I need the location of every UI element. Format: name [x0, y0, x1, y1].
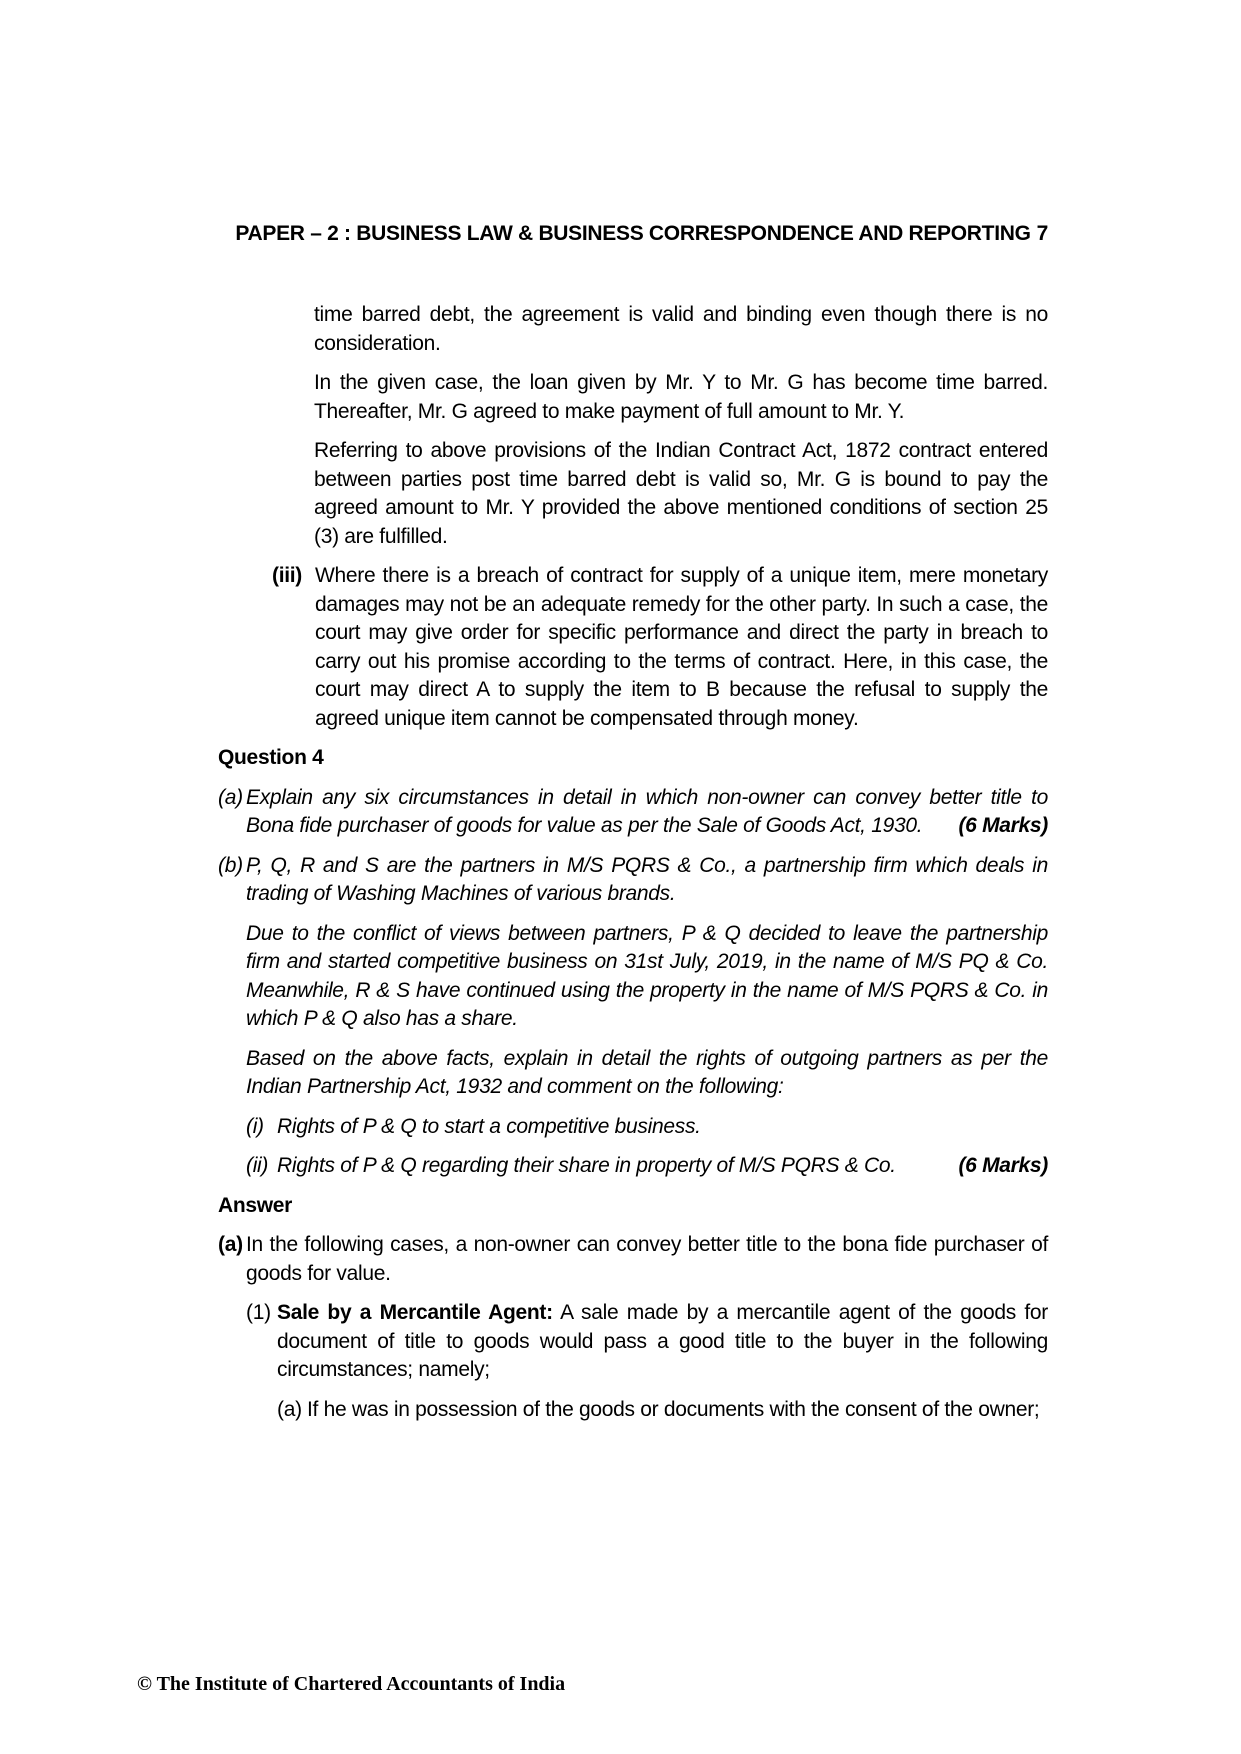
question4-item-b	[218, 852, 1048, 1181]
item-a-marker: (a)	[218, 785, 243, 809]
page-header	[218, 220, 1048, 249]
item-a-line1: Explain any six circumstances in detail in which non-owner can convey better title to	[246, 785, 1048, 809]
item-iii-marker: (iii)	[272, 564, 302, 587]
sub-ii-marks: (6 Marks)	[958, 1154, 1048, 1177]
item-iii-text: Where there is a breach of contract for supply of a unique item, mere monetary damages may not be an adequate remedy for the other party. In such a case, the court may give order for specific performance and direct the party in breach to carry out his promise according to the terms of contract. Here, in this case, the court may direct A to supply the item to B because the refusal to supply the agreed unique item cannot be compensated through money.	[315, 564, 1048, 730]
answer-point-1	[246, 1299, 1048, 1424]
document-body	[218, 301, 1048, 1435]
item-b-paragraph-3: Based on the above facts, explain in detail the rights of outgoing partners as per the Indian Partnership Act, 1932 and comment on the following:	[246, 1046, 1048, 1098]
answer-heading: Answer	[218, 1193, 293, 1217]
q3-case-paragraph: In the given case, the loan given by Mr. Y to Mr. G has become time barred. Thereafter, Mr. G agreed to make payment of full amount to Mr. Y.	[314, 371, 1048, 423]
q3-item-iii	[218, 562, 1048, 733]
item-a-line2-row	[246, 812, 1048, 841]
point-1-text	[277, 1299, 1048, 1385]
point-1-sub-a-text: If he was in possession of the goods or documents with the consent of the owner;	[307, 1397, 1040, 1421]
answer-a-marker: (a)	[218, 1233, 243, 1256]
sub-i-marker: (i)	[246, 1114, 264, 1138]
q3-continuation-paragraph: time barred debt, the agreement is valid and binding even though there is no consideration.	[314, 303, 1048, 355]
item-b-paragraph-1: P, Q, R and S are the partners in M/S PQRS & Co., a partnership firm which deals in trading of Washing Machines of various brands.	[246, 853, 1048, 905]
item-b-sub-ii	[246, 1152, 1048, 1181]
item-a-line2: Bona fide purchaser of goods for value as per the Sale of Goods Act, 1930.	[246, 814, 923, 837]
point-1-sub-a	[277, 1396, 1048, 1425]
sub-ii-marker: (ii)	[246, 1154, 269, 1177]
footer-copyright: © The Institute of Chartered Accountants of India	[137, 1673, 566, 1695]
point-1-sub-a-marker: (a)	[277, 1397, 302, 1421]
point-1-marker: (1)	[246, 1301, 271, 1324]
sub-ii-text: Rights of P & Q regarding their share in property of M/S PQRS & Co.	[277, 1154, 896, 1177]
point-1-body: A sale made by a mercantile agent of the goods for document of title to goods would pass a good title to the buyer in the following circumstances; namely;	[277, 1301, 1048, 1381]
point-1-lead: Sale by a Mercantile Agent:	[277, 1301, 553, 1324]
question4-heading: Question 4	[218, 746, 324, 769]
item-b-paragraph-2: Due to the conflict of views between partners, P & Q decided to leave the partnership firm and started competitive business on 31st July, 2019, in the name of M/S PQ & Co. Meanwhile, R & S have continued using the property in the name of M/S PQRS & Co. in which P & Q also has a share.	[246, 921, 1048, 1030]
item-b-marker: (b)	[218, 853, 243, 877]
item-b-sub-i	[246, 1113, 1048, 1142]
answer-a-intro: In the following cases, a non-owner can convey better title to the bona fide purchaser of goods for value.	[246, 1233, 1048, 1285]
answer-item-a	[218, 1231, 1048, 1424]
page-header-title: PAPER – 2 : BUSINESS LAW & BUSINESS CORRESPONDENCE AND REPORTING	[235, 222, 1031, 245]
sub-i-text: Rights of P & Q to start a competitive business.	[277, 1114, 701, 1138]
sub-ii-row	[277, 1152, 1048, 1181]
item-a-marks: (6 Marks)	[958, 814, 1048, 837]
q3-conclusion-paragraph: Referring to above provisions of the Indian Contract Act, 1872 contract entered between parties post time barred debt is valid so, Mr. G is bound to pay the agreed amount to Mr. Y provided the above mentioned conditions of section 25 (3) are fulfilled.	[314, 439, 1048, 548]
page-number: 7	[1036, 222, 1048, 245]
question4-item-a	[218, 784, 1048, 841]
